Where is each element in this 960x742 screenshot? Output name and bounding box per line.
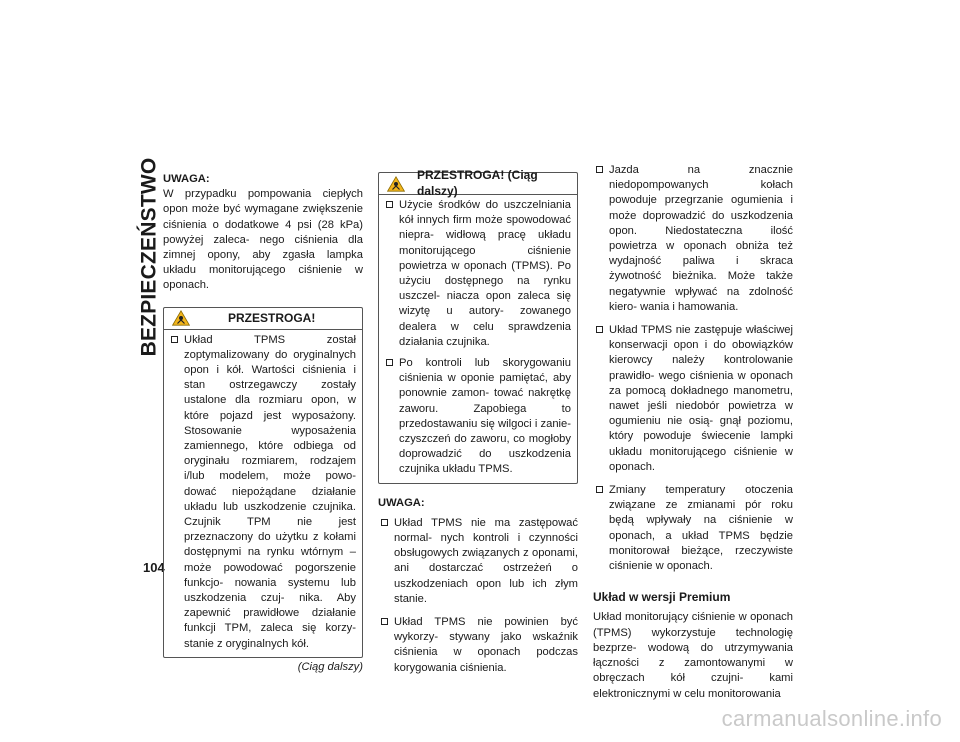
column-3: [593, 160, 793, 702]
checkbox-bullet-icon: [386, 359, 393, 366]
checkbox-bullet-icon: [596, 486, 603, 493]
list-item: Układ TPMS nie powinien być wykorzy- stywany jako wskaźnik ciśnienia w oponach podczas korygowania ciśnienia.: [378, 615, 578, 676]
section-heading: Układ w wersji Premium: [593, 590, 731, 605]
watermark: carmanualsonline.info: [721, 706, 942, 731]
note-label: UWAGA:: [163, 173, 210, 185]
list-item: Jazda na znacznie niedopompowanych kołach powoduje przegrzanie ogumienia i może doprowadzić do uszkodzenia opon. Niedostateczna ilość powietrza w oponach obniża też wydajność paliwa i skraca żywotność bieżnika. Może także negatywnie wpływać na zdolność kiero- wania i hamowania.: [593, 163, 793, 315]
warning-title: PRZESTROGA! (Ciąg dalszy): [417, 168, 538, 198]
checkbox-bullet-icon: [381, 618, 388, 625]
list-item: Układ TPMS nie ma zastępować normal- nych kontroli i czynności obsługowych związanych z oponami, ani dostarczać ostrzeżeń o uszkodzeniach opon lub ich złym stanie.: [378, 516, 578, 607]
list-item: Zmiany temperatury otoczenia związane ze zmianami pór roku będą wpływały na ciśnienie w oponach, a układ TPMS będzie monitorował bieżące, rzeczywiste ciśnienie w oponach.: [593, 483, 793, 574]
checkbox-bullet-icon: [386, 201, 393, 208]
list-item: Użycie środków do uszczelniania kół innych firm może spowodować niepra- widłową pracę układu monitorującego ciśnienie powietrza w oponach (TPMS). Po użyciu dostępnego na rynku uszczel- niacza opon zaleca się wizytę u autory- zowanego dealera w celu sprawdzenia działania czujnika.: [383, 198, 571, 350]
warning-icon: [387, 176, 405, 192]
warning-box: [163, 307, 363, 658]
continued-label: (Ciąg dalszy): [297, 660, 363, 673]
chapter-title-text: BEZPIECZEŃSTWO: [137, 157, 160, 357]
warning-title: PRZESTROGA!: [228, 310, 316, 325]
note-list: [378, 516, 578, 676]
checkbox-bullet-icon: [596, 166, 603, 173]
list-item: Układ TPMS nie zastępuje właściwej konserwacji opon i do obowiązków kierowcy należy kontrolowanie prawidło- wego ciśnienia w oponach za pomocą dokładnego manometru, nawet jeśli niedobór powietrza w ogumieniu nie osią- gnął poziomu, który powoduje świecenie lampki układu monitorującego ciśnienie w oponach.: [593, 323, 793, 475]
list-item: Układ TPMS został zoptymalizowany do oryginalnych opon i kół. Wartości ciśnienia i stan ostrzegawczy zostały ustalone dla rozmiaru opon, w które pojazd jest wyposażony. Stosowanie wyposażenia zamiennego, które odbiega od oryginału rozmiarem, rodzajem i/lub modelem, może powo- dować niepożądane działanie układu lub uszkodzenie czujnika. Czujnik TPM nie jest przeznaczony do użytku z kołami dostępnymi na rynku wtórnym – może powodować pogorszenie funkcjo- nowania systemu lub uszkodzenia czuj- nika. Aby zapewnić prawidłowe działanie funkcji TPM, zaleca się korzy- stanie z oryginalnych kół.: [168, 333, 356, 652]
column-2: [378, 168, 578, 676]
info-list: [593, 163, 793, 574]
section-text: Układ monitorujący ciśnienie w oponach (TPMS) wykorzystuje technologię bezprze- wodową do utrzymywania łączności z zamontowanymi w obręczach kół czujni- kami elektronicznymi w celu monitorowania: [593, 611, 793, 700]
warning-icon: [172, 310, 190, 326]
note-label: UWAGA:: [378, 496, 425, 509]
warning-list: [164, 333, 362, 652]
chapter-side-title: [136, 157, 162, 357]
note-text: W przypadku pompowania ciepłych opon może być wymagane zwiększenie ciśnienia o dodatkowe 4 psi (28 kPa) powyżej zaleca- nego ciśnienia dla zimnej opony, aby zgasła lampka układu monitorującego ciśnienie w oponach.: [163, 188, 363, 292]
checkbox-bullet-icon: [596, 326, 603, 333]
list-item: Po kontroli lub skorygowaniu ciśnienia w oponie pamiętać, aby ponownie zamon- tować nakrętkę zaworu. Zapobiega to przedostawaniu się wilgoci i zanie- czyszczeń do zaworu, co mogłoby doprowadzić do uszkodzenia czujnika układu TPMS.: [383, 356, 571, 478]
warning-header: [379, 168, 577, 198]
page-number: 104: [143, 560, 165, 575]
warning-box-continued: [378, 168, 578, 484]
warning-list: [379, 198, 577, 478]
checkbox-bullet-icon: [381, 519, 388, 526]
checkbox-bullet-icon: [171, 336, 178, 343]
warning-header: [164, 308, 362, 330]
column-1: [163, 172, 363, 675]
